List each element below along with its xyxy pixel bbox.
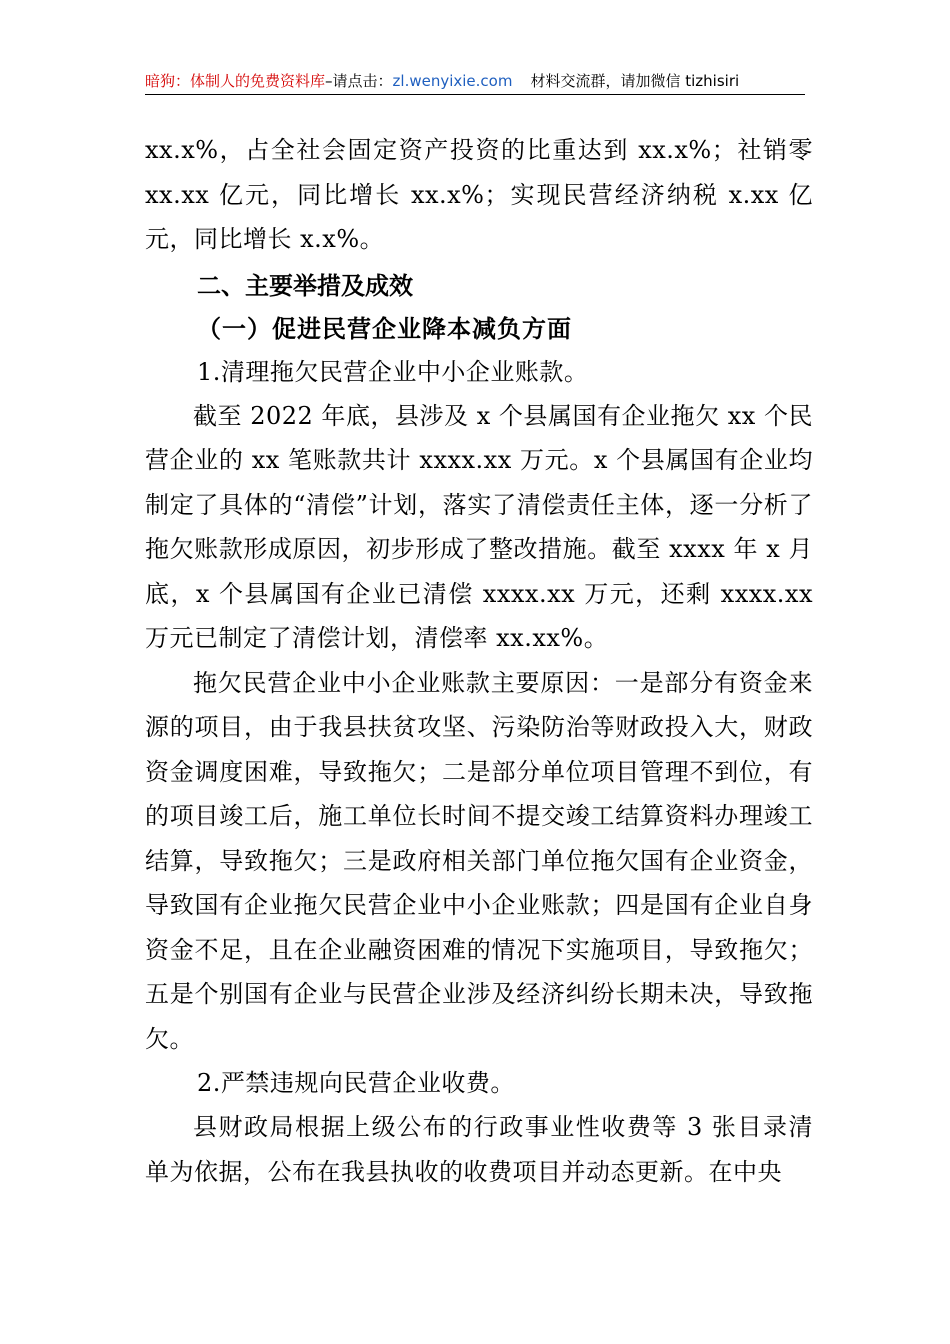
paragraph-item2-a: 县财政局根据上级公布的行政事业性收费等 3 张目录清单为依据，公布在我县执收的收费项目并动态更新。在中央: [145, 1113, 813, 1186]
item-heading-2: 2.严禁违规向民营企业收费。: [197, 1069, 515, 1097]
paragraph-intro: xx.x%，占全社会固定资产投资的比重达到 xx.x%；社销零 xx.xx 亿元，同比增长 xx.x%；实现民营经济纳税 x.xx 亿元，同比增长 x.x%。: [145, 136, 813, 253]
section-heading: 二、主要举措及成效: [197, 271, 413, 300]
document-header: [145, 70, 805, 92]
subsection-heading: （一）促进民营企业降本减负方面: [197, 313, 572, 343]
item-heading-1: 1.清理拖欠民营企业中小企业账款。: [197, 357, 589, 386]
document-body: [145, 128, 813, 1194]
header-contact: 材料交流群，请加微信 tizhisiri: [530, 72, 740, 90]
header-link[interactable]: zl.wenyixie.com: [392, 72, 513, 90]
paragraph-item1-b: 拖欠民营企业中小企业账款主要原因：一是部分有资金来源的项目，由于我县扶贫攻坚、污染防治等财政投入大，财政资金调度困难，导致拖欠；二是部分单位项目管理不到位，有的项目竣工后，施工单位长时间不提交竣工结算资料办理竣工结算，导致拖欠；三是政府相关部门单位拖欠国有企业资金，导致国有企业拖欠民营企业中小企业账款；四是国有企业自身资金不足，且在企业融资困难的情况下实施项目，导致拖欠；五是个别国有企业与民营企业涉及经济纠纷长期未决，导致拖欠。: [145, 668, 813, 1053]
header-brand: 暗狗：体制人的免费资料库: [145, 72, 326, 90]
header-prompt: –请点击：: [325, 72, 393, 90]
paragraph-item1-a: 截至 2022 年底，县涉及 x 个县属国有企业拖欠 xx 个民营企业的 xx 笔账款共计 xxxx.xx 万元。x 个县属国有企业均制定了具体的“清偿”计划，落实了清偿责任主体，逐一分析了拖欠账款形成原因，初步形成了整改措施。截至 xxxx 年 x 月底，x 个县属国有企业已清偿 xxxx.xx 万元，还剩 xxxx.xx 万元已制定了清偿计划，清偿率 xx.xx%。: [145, 401, 813, 652]
header-divider: [145, 94, 805, 95]
